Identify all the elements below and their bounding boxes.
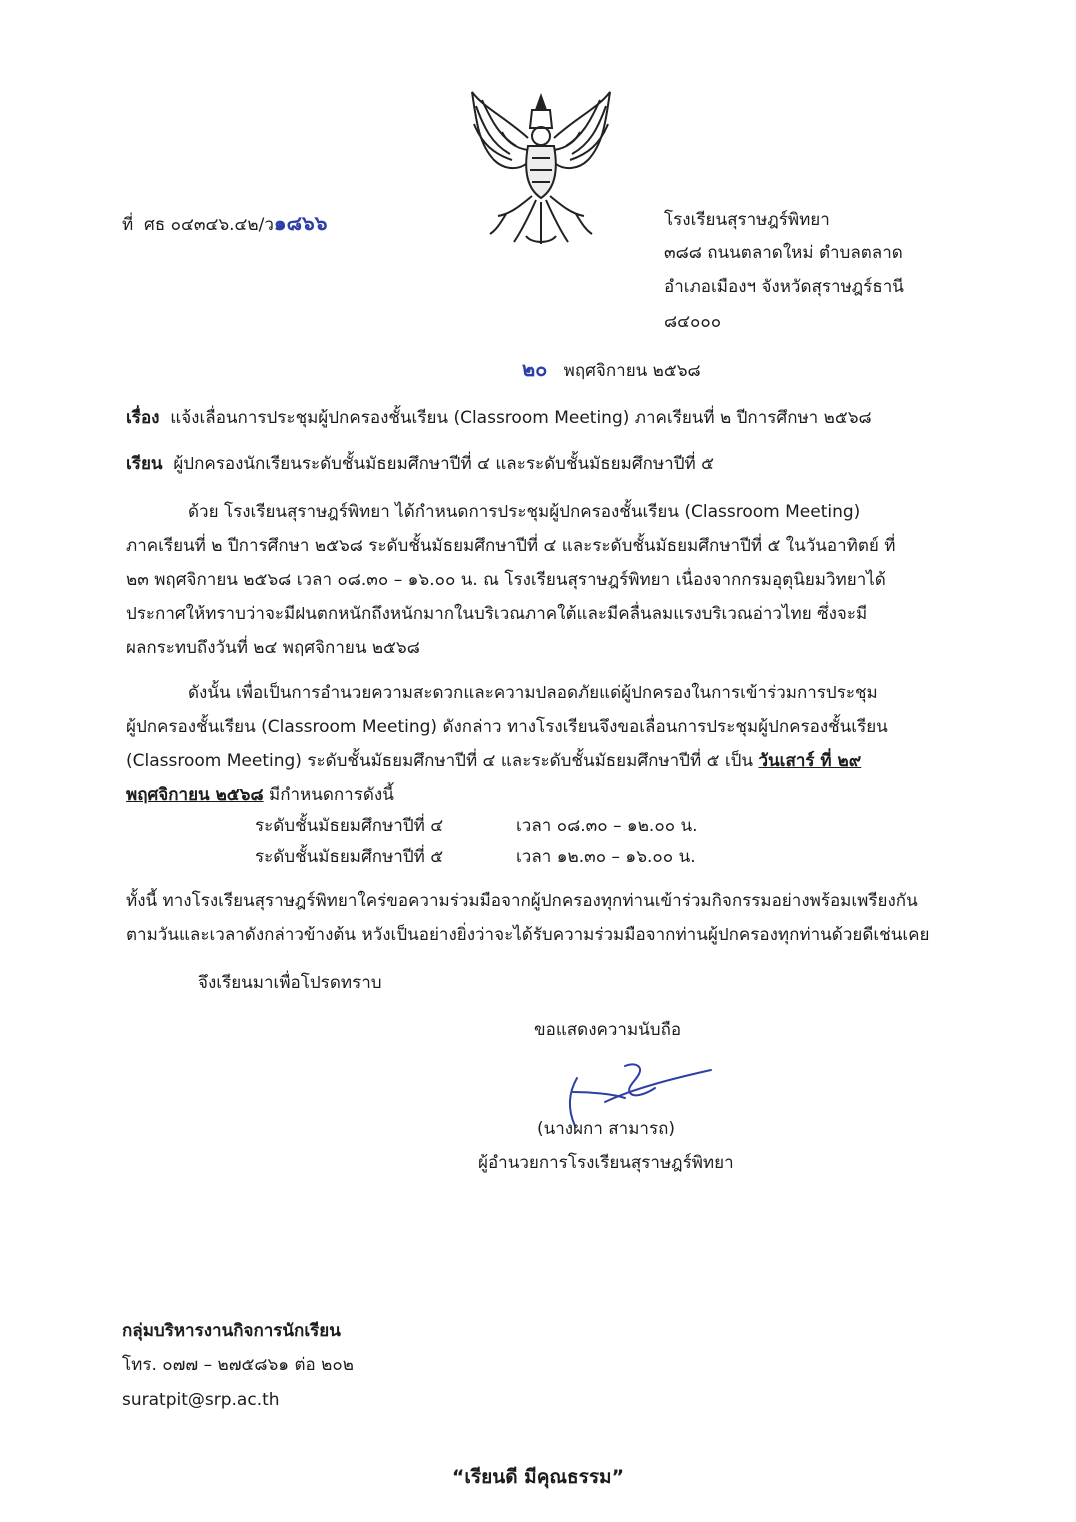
reference-label: ที่ (122, 215, 134, 235)
recipient-line (126, 453, 714, 475)
subject-line (126, 407, 872, 429)
address-line-1: ๓๘๘ ถนนตลาดใหม่ ตำบลตลาด (664, 243, 903, 263)
paragraph-line: ผู้ปกครองชั้นเรียน (Classroom Meeting) ดังกล่าว ทางโรงเรียนจึงขอเลื่อนการประชุมผู้ปกครองชั้นเรียน (126, 717, 888, 737)
reference-number: ศธ ๐๔๓๔๖.๔๒/ว (144, 215, 274, 235)
paragraph-line (126, 778, 976, 812)
recipient-label: เรียน (126, 454, 163, 474)
recipient-text: ผู้ปกครองนักเรียนระดับชั้นมัธยมศึกษาปีที่ ๔ และระดับชั้นมัธยมศึกษาปีที่ ๕ (173, 454, 714, 474)
body-paragraph-2 (126, 676, 976, 812)
schedule-time: เวลา ๑๒.๓๐ – ๑๖.๐๐ น. (516, 847, 696, 867)
garuda-emblem-icon (466, 88, 616, 248)
paragraph-line: ตามวันและเวลาดังกล่าวข้างต้น หวังเป็นอย่างยิ่งว่าจะได้รับความร่วมมือจากท่านผู้ปกครองทุกท่านด้วยดีเช่นเคย (126, 925, 930, 945)
schedule-level: ระดับชั้นมัธยมศึกษาปีที่ ๔ (255, 816, 444, 836)
closing-text: จึงเรียนมาเพื่อโปรดทราบ (198, 973, 382, 993)
school-name: โรงเรียนสุราษฎร์พิทยา (664, 210, 830, 230)
email-address: suratpit@srp.ac.th (122, 1390, 280, 1410)
address-line-2: อำเภอเมืองฯ จังหวัดสุราษฎร์ธานี (664, 277, 904, 297)
handwritten-reference-number: ๑๘๖๖ (273, 211, 328, 235)
paragraph-text: มีกำหนดการดังนี้ (263, 785, 394, 805)
paragraph-line: ผลกระทบถึงวันที่ ๒๔ พฤศจิกายน ๒๕๖๘ (126, 638, 420, 658)
handwritten-day: ๒๐ (522, 357, 548, 381)
paragraph-line: ด้วย โรงเรียนสุราษฎร์พิทยา ได้กำหนดการประชุมผู้ปกครองชั้นเรียน (Classroom Meeting) (188, 502, 861, 522)
signer-name: (นางผกา สามารถ) (537, 1119, 676, 1139)
body-paragraph-3 (126, 884, 976, 952)
department-name: กลุ่มบริหารงานกิจการนักเรียน (122, 1321, 341, 1341)
postcode: ๘๔๐๐๐ (664, 312, 722, 332)
paragraph-line: ประกาศให้ทราบว่าจะมีฝนตกหนักถึงหนักมากในบริเวณภาคใต้และมีคลื่นลมแรงบริเวณอ่าวไทย ซึ่งจะมี (126, 604, 868, 624)
reference-line (122, 212, 327, 236)
schedule-time: เวลา ๐๘.๓๐ – ๑๒.๐๐ น. (516, 816, 698, 836)
paragraph-line: ดังนั้น เพื่อเป็นการอำนวยความสะดวกและความปลอดภัยแด่ผู้ปกครองในการเข้าร่วมการประชุม (188, 683, 878, 703)
paragraph-line: ทั้งนี้ ทางโรงเรียนสุราษฎร์พิทยาใคร่ขอความร่วมมือจากผู้ปกครองทุกท่านเข้าร่วมกิจกรรมอย่างพร้อมเพรียงกัน (126, 891, 918, 911)
new-date-emphasis: พฤศจิกายน ๒๕๖๘ (126, 785, 264, 805)
paragraph-text: (Classroom Meeting) ระดับชั้นมัธยมศึกษาปีที่ ๔ และระดับชั้นมัธยมศึกษาปีที่ ๕ เป็น (126, 751, 759, 771)
subject-label: เรื่อง (126, 408, 160, 428)
body-paragraph-1 (126, 495, 976, 665)
letter-date (522, 358, 701, 382)
regards-text: ขอแสดงความนับถือ (534, 1020, 682, 1040)
phone-number: โทร. ๐๗๗ – ๒๗๕๘๖๑ ต่อ ๒๐๒ (122, 1355, 354, 1375)
new-date-emphasis: วันเสาร์ ที่ ๒๙ (758, 751, 862, 771)
schedule-level: ระดับชั้นมัธยมศึกษาปีที่ ๕ (255, 847, 444, 867)
subject-text: แจ้งเลื่อนการประชุมผู้ปกครองชั้นเรียน (Classroom Meeting) ภาคเรียนที่ ๒ ปีการศึกษา ๒๕๖๘ (170, 408, 872, 428)
date-month-year: พฤศจิกายน ๒๕๖๘ (563, 361, 701, 381)
paragraph-line: ภาคเรียนที่ ๒ ปีการศึกษา ๒๕๖๘ ระดับชั้นมัธยมศึกษาปีที่ ๔ และระดับชั้นมัธยมศึกษาปีที่ ๕ ในวันอาทิตย์ ที่ (126, 536, 896, 556)
signer-position: ผู้อำนวยการโรงเรียนสุราษฎร์พิทยา (478, 1153, 734, 1173)
paragraph-line (126, 744, 976, 778)
paragraph-line: ๒๓ พฤศจิกายน ๒๕๖๘ เวลา ๐๘.๓๐ – ๑๖.๐๐ น. ณ โรงเรียนสุราษฎร์พิทยา เนื่องจากกรมอุตุนิยมวิทยาได้ (126, 570, 886, 590)
school-motto: “เรียนดี มีคุณธรรม” (451, 1466, 625, 1488)
